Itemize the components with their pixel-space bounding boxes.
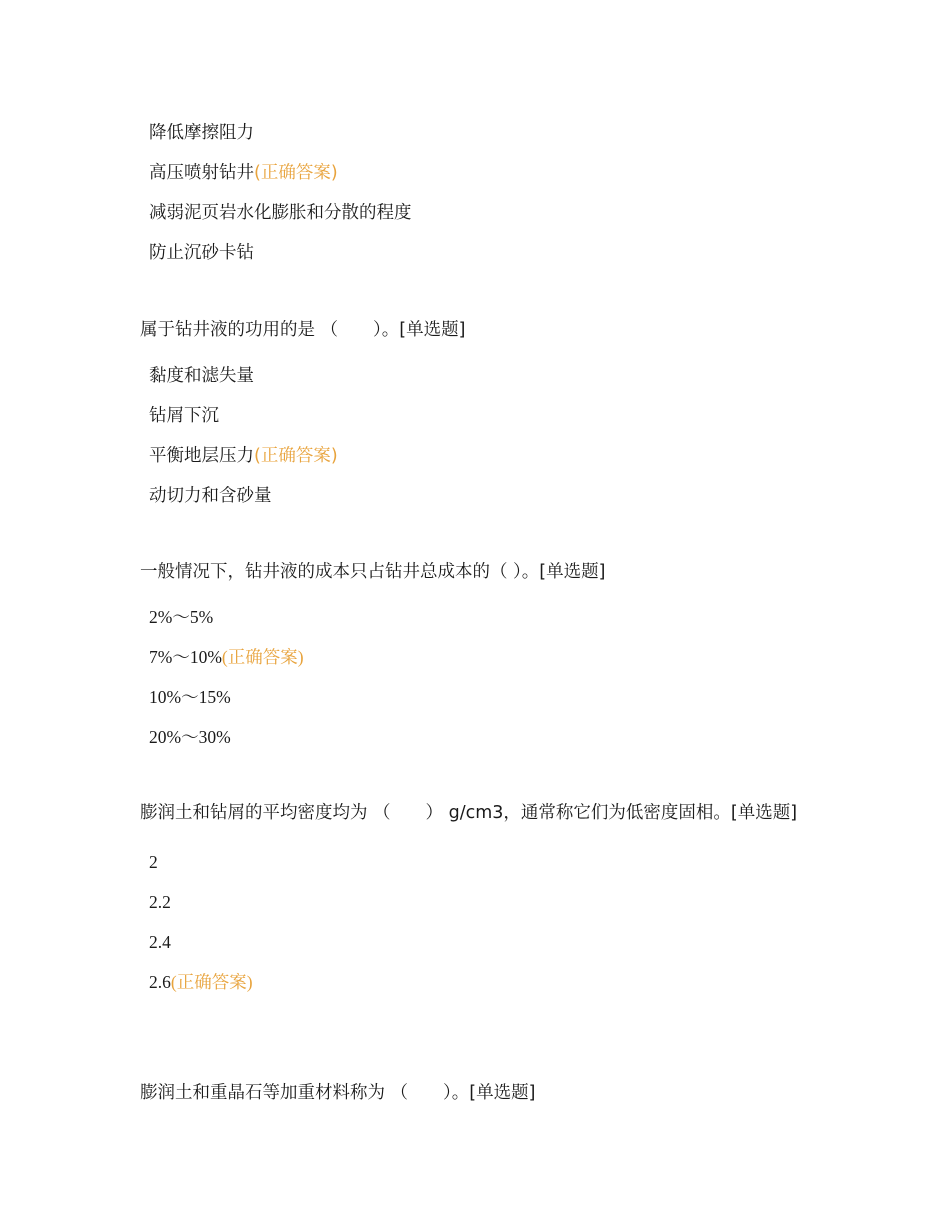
option-list — [140, 597, 820, 757]
option-list — [140, 356, 820, 516]
option-list — [140, 113, 820, 273]
question-block-2 — [140, 556, 820, 757]
option-a: 降低摩擦阻力 — [149, 123, 254, 143]
option-a: 2 — [149, 852, 158, 872]
question-block-1 — [140, 314, 820, 516]
correct-answer-tag: (正确答案) — [170, 972, 253, 992]
option-d: 防止沉砂卡钻 — [149, 243, 254, 263]
option-d: 2.6(正确答案) — [149, 972, 253, 992]
option-c: 10%～15% — [149, 687, 231, 707]
question-block-3 — [140, 797, 820, 1002]
question-text: 一般情况下，钻井液的成本只占钻井总成本的（ ）。[单选题] — [140, 562, 606, 582]
option-b: 钻屑下沉 — [149, 406, 219, 426]
option-d: 20%～30% — [149, 727, 231, 747]
question-text: 膨润土和钻屑的平均密度均为 （ ） g/cm3，通常称它们为低密度固相。[单选题] — [140, 803, 798, 823]
option-a: 2%～5% — [149, 607, 214, 627]
question-text: 属于钻井液的功用的是 （ ）。[单选题] — [140, 320, 466, 340]
option-a: 黏度和滤失量 — [149, 366, 254, 386]
option-b: 2.2 — [149, 892, 171, 912]
option-d: 动切力和含砂量 — [149, 486, 272, 506]
option-c: 平衡地层压力(正确答案) — [149, 446, 338, 466]
option-b: 高压喷射钻井(正确答案) — [149, 163, 338, 183]
option-c: 减弱泥页岩水化膨胀和分散的程度 — [149, 203, 412, 223]
correct-answer-tag: (正确答案) — [254, 446, 338, 466]
correct-answer-tag: (正确答案) — [221, 647, 304, 667]
correct-answer-tag: (正确答案) — [254, 163, 338, 183]
option-list — [140, 842, 820, 1002]
question-block-0 — [140, 113, 820, 273]
question-block-4 — [140, 1077, 820, 1109]
option-c: 2.4 — [149, 932, 171, 952]
option-b: 7%～10%(正确答案) — [149, 647, 304, 667]
question-text: 膨润土和重晶石等加重材料称为 （ ）。[单选题] — [140, 1083, 536, 1103]
